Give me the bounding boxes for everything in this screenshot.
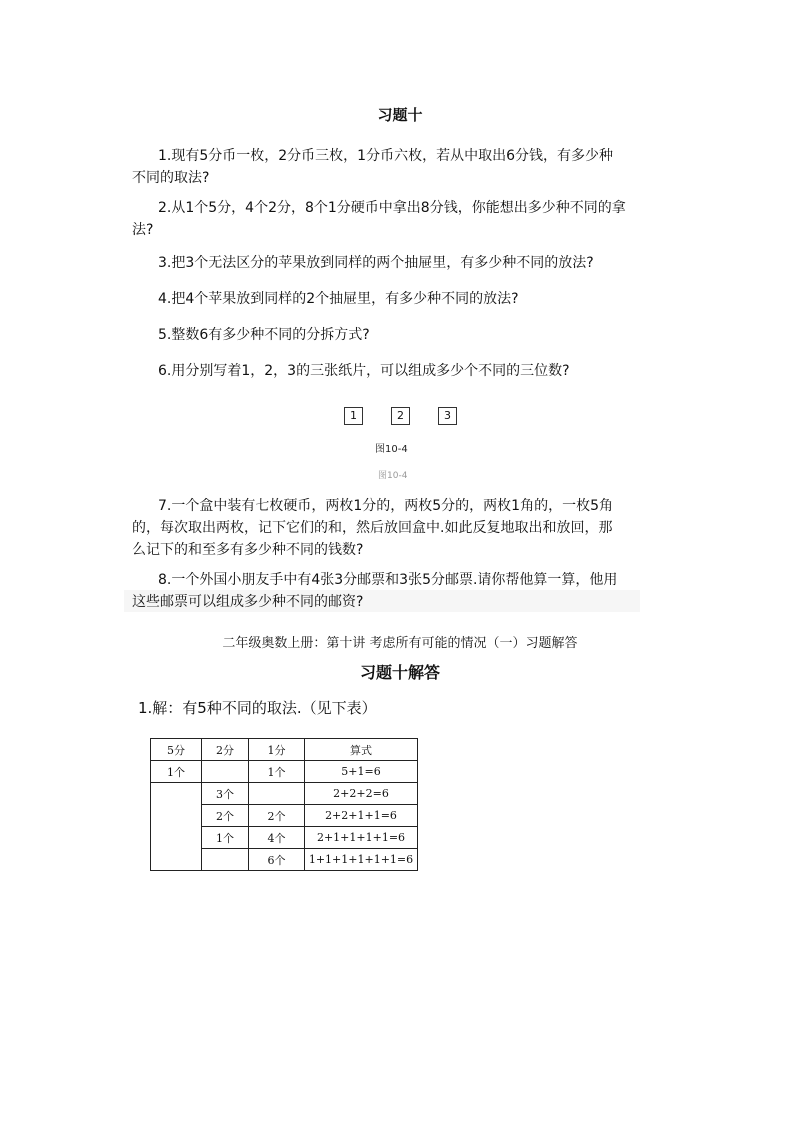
table-cell-merged xyxy=(151,783,202,871)
table-cell: 1个 xyxy=(202,827,249,849)
table-header-cell: 1分 xyxy=(249,739,305,761)
question-7 xyxy=(132,495,662,561)
question-2-line-1: 2.从1个5分，4个2分，8个1分硬币中拿出8分钱，你能想出多少种不同的拿 xyxy=(158,200,626,216)
table-header-row xyxy=(151,739,418,761)
table-header-cell: 5分 xyxy=(151,739,202,761)
table-cell: 2+2+1+1=6 xyxy=(305,805,418,827)
question-8-line-1: 8.一个外国小朋友手中有4张3分邮票和3张5分邮票.请你帮他算一算，他用 xyxy=(158,572,618,588)
figure-caption-ghost: 图10-4 xyxy=(378,471,408,481)
number-card-2: 2 xyxy=(391,407,410,425)
question-1-line-2: 不同的取法? xyxy=(132,170,210,186)
question-2-line-2: 法? xyxy=(132,222,154,238)
table-cell: 2+2+2=6 xyxy=(305,783,418,805)
question-1-line-1: 1.现有5分币一枚，2分币三枚，1分币六枚，若从中取出6分钱，有多少种 xyxy=(158,148,613,164)
question-6: 6.用分别写着1，2，3的三张纸片，可以组成多少个不同的三位数? xyxy=(158,363,570,379)
number-card-3: 3 xyxy=(438,407,457,425)
table-cell: 4个 xyxy=(249,827,305,849)
number-card-1: 1 xyxy=(344,407,363,425)
table-row xyxy=(151,783,418,805)
table-row xyxy=(151,761,418,783)
table-cell: 2+1+1+1+1=6 xyxy=(305,827,418,849)
answer-table xyxy=(150,738,418,871)
question-7-line-2: 的，每次取出两枚，记下它们的和，然后放回盒中.如此反复地取出和放回，那 xyxy=(132,520,613,536)
table-header-cell: 2分 xyxy=(202,739,249,761)
figure-caption: 图10-4 xyxy=(375,444,408,455)
table-cell: 5+1=6 xyxy=(305,761,418,783)
question-4: 4.把4个苹果放到同样的2个抽屉里，有多少种不同的放法? xyxy=(158,291,519,307)
table-cell xyxy=(202,761,249,783)
table-cell: 3个 xyxy=(202,783,249,805)
question-7-line-1: 7.一个盒中装有七枚硬币，两枚1分的，两枚5分的，两枚1角的，一枚5角 xyxy=(158,498,613,514)
answer-title: 习题十解答 xyxy=(359,663,440,682)
table-cell: 1+1+1+1+1+1=6 xyxy=(305,849,418,871)
question-8-line-2: 这些邮票可以组成多少种不同的邮资? xyxy=(132,594,364,610)
question-1 xyxy=(132,145,662,189)
answer-page-subtitle: 二年级奥数上册：第十讲 考虑所有可能的情况（一）习题解答 xyxy=(222,636,578,651)
answer-1-text: 1.解：有5种不同的取法.（见下表） xyxy=(138,699,377,717)
exercise-title: 习题十 xyxy=(377,106,423,124)
question-8 xyxy=(132,569,662,613)
table-cell: 6个 xyxy=(249,849,305,871)
table-cell xyxy=(249,783,305,805)
question-2 xyxy=(132,197,662,241)
question-7-line-3: 么记下的和至多有多少种不同的钱数? xyxy=(132,542,364,558)
question-5: 5.整数6有多少种不同的分拆方式? xyxy=(158,327,370,343)
table-cell: 2个 xyxy=(249,805,305,827)
table-cell: 1个 xyxy=(249,761,305,783)
table-cell: 1个 xyxy=(151,761,202,783)
table-cell: 2个 xyxy=(202,805,249,827)
table-header-cell: 算式 xyxy=(305,739,418,761)
table-cell xyxy=(202,849,249,871)
question-3: 3.把3个无法区分的苹果放到同样的两个抽屉里，有多少种不同的放法? xyxy=(158,255,594,271)
